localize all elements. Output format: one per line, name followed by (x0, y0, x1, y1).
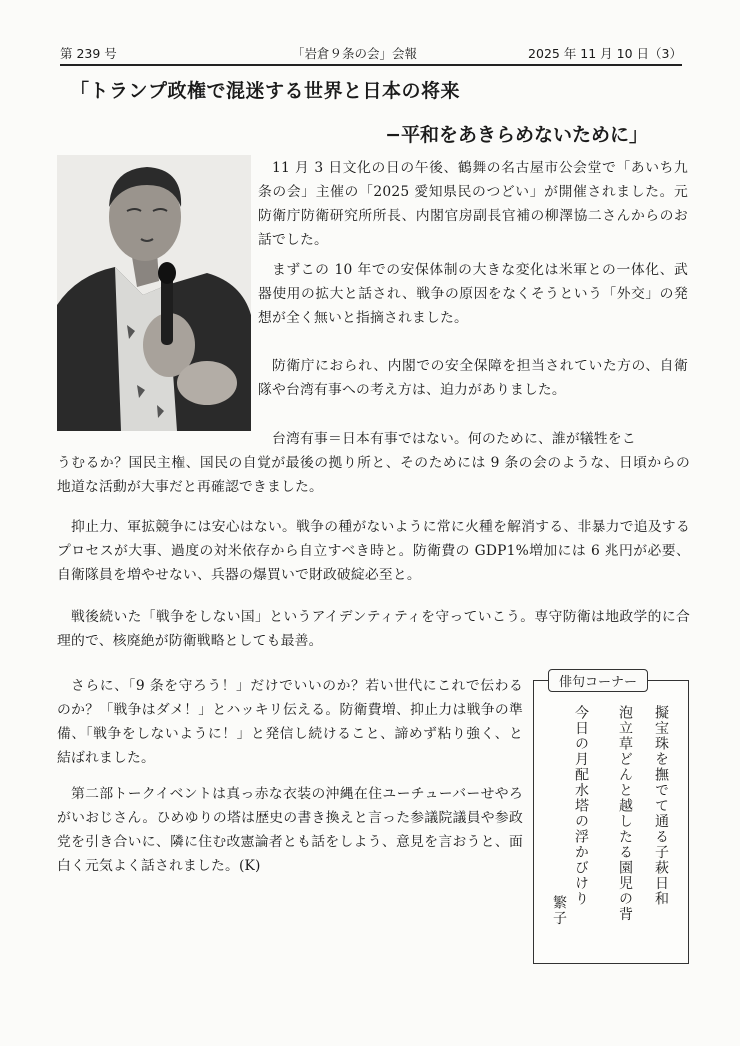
paragraph-5: 抑止力、軍拡競争には安心はない。戦争の種がないように常に火種を解消する、非暴力で追及するプロセスが大事、過度の対米依存から自立すべき時と。防衛費の GDP1%増加には 6 兆円が必要、自衛隊員を増やせない、兵器の爆買いで財政破綻必至と。 (57, 519, 690, 583)
paragraph-3: 防衛庁におられ、内閣での安全保障を担当されていた方の、自衛隊や台湾有事への考え方は、迫力がありました。 (258, 358, 688, 398)
speaker-photo (57, 155, 251, 431)
speaker-photo-illustration (57, 155, 251, 431)
paragraph-8: 第二部トークイベントは真っ赤な衣装の沖縄在住ユーチューバーせやろがいおじさん。ひめゆりの塔は歴史の書き換えと言った参議院議員や参政党を引き合いに、隣に住む改憲論者とも話をしよう、意見を言おうと、面白く元気よく話されました。(K) (57, 786, 523, 874)
paragraph-7: さらに、「9 条を守ろう！」だけでいいのか？若い世代にこれで伝わるのか？「戦争はダメ！」とハッキリ伝える。防衛費増、抑止力は戦争の準備、「戦争をしないように！」と発信し続けること、諦めず粘り強く、と結ばれました。 (57, 678, 523, 766)
issue-number: 第 239 号 (60, 46, 117, 61)
paragraph-4-continued: うむるか？国民主権、国民の自覚が最後の拠り所と、そのためには 9 条の会のような、日頃からの地道な活動が大事だと再確認できました。 (57, 455, 690, 495)
publication-name: 「岩倉９条の会」会報 (292, 46, 418, 61)
haiku-line-3: 今日の月配水塔の浮かびけり (573, 705, 589, 907)
haiku-corner (533, 675, 689, 964)
paragraph-4-first-line: 台湾有事＝日本有事ではない。何のために、誰が犠牲をこ (272, 431, 636, 447)
paragraph-1: 11 月 3 日文化の日の午後、鶴舞の名古屋市公会堂で「あいち九条の会」主催の「2025 愛知県民のつどい」が開催されました。元防衛庁防衛研究所所長、内閣官房副長官補の柳澤協二さんからのお話でした。 (258, 160, 688, 248)
issue-date: 2025 年 11 月 10 日（3） (528, 46, 682, 61)
page-header (60, 44, 682, 66)
paragraph-6: 戦後続いた「戦争をしない国」というアイデンティティを守っていこう。専守防衛は地政学的に合理的で、核廃絶が防衛戦略としても最善。 (57, 609, 690, 649)
paragraph-2: まずこの 10 年での安保体制の大きな変化は米軍との一体化、武器使用の拡大と話され、戦争の原因をなくそうという「外交」の発想が全く無いと指摘されました。 (258, 262, 688, 326)
haiku-line-1: 擬宝珠を撫でて通る子萩日和 (653, 705, 669, 907)
haiku-line-2: 泡立草どんと越したる園児の背 (617, 705, 633, 922)
haiku-author: 繁子 (551, 895, 567, 926)
article-subtitle: −平和をあきらめないために」 (385, 124, 648, 146)
article-title: 「トランプ政権で混迷する世界と日本の将来 (70, 80, 461, 102)
haiku-corner-title: 俳句コーナー (548, 669, 648, 692)
